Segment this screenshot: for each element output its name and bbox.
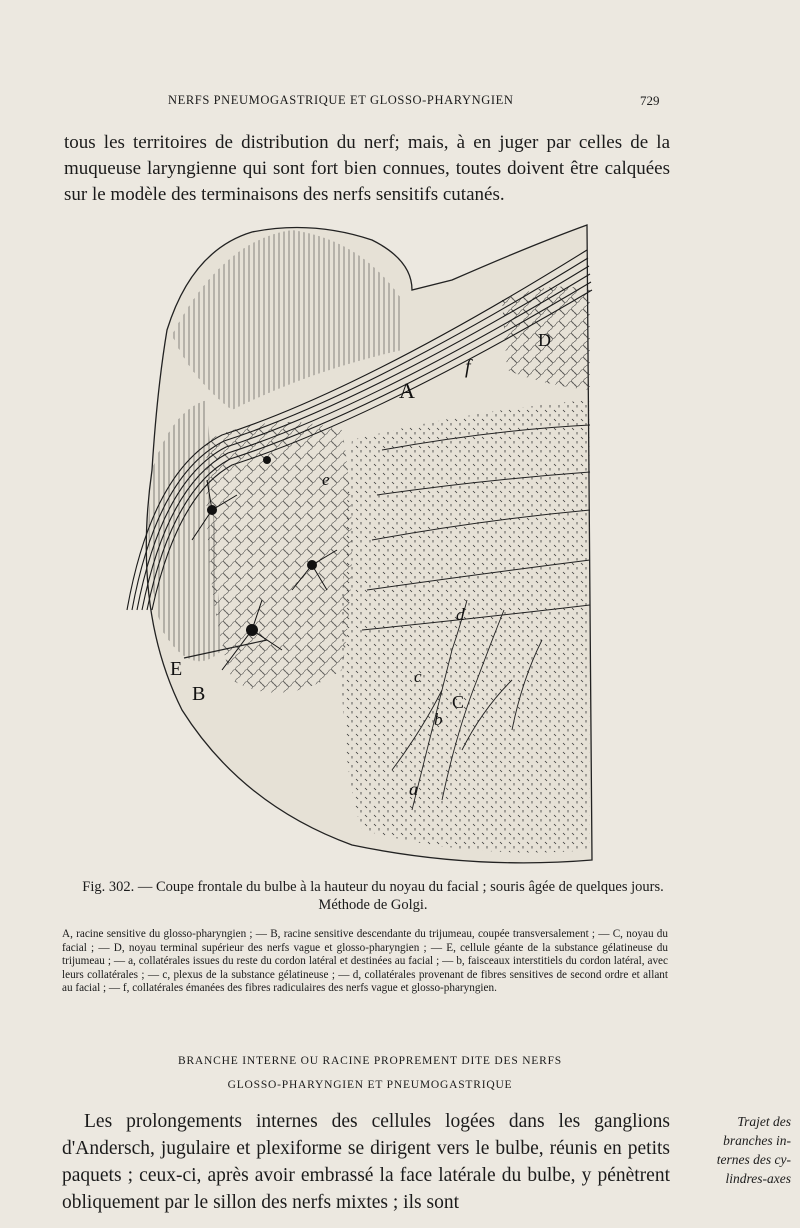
section-heading-line-1: BRANCHE INTERNE OU RACINE PROPREMENT DITE DES NERFS <box>177 1055 562 1067</box>
figure-caption: Fig. 302. — Coupe frontale du bulbe à la hauteur du noyau du facial ; souris âgée de quelques jours. Méthode de Golgi. <box>82 879 664 913</box>
figure-legend: A, racine sensitive du glosso-pharyngien ; — B, racine sensitive descendante du trijumeau, coupée transversalement ; — C, noyau du facial ; — D, noyau terminal supérieur des nerfs vague et glosso-pharyngien ; — E, cellule géante de la substance gélatineuse du trijumeau ; — a, collatérales issues du reste du cordon latéral et destinées au facial ; — b, faisceaux interstitiels du cordon latéral, avec leurs collatérales ; — c, plexus de la substance gélatineuse ; — d, collatérales provenant de fibres sensitives de second ordre et allant au facial ; — f, collatérales émanées des fibres radiculaires des nerfs vague et glosso-pharyngien. <box>62 928 668 995</box>
margin-note-line-2: branches in- <box>723 1133 791 1148</box>
label-E: E <box>170 658 183 680</box>
label-C: C <box>452 692 465 712</box>
label-a: a <box>409 779 418 799</box>
label-b: b <box>434 710 443 729</box>
figure-illustration <box>112 210 602 870</box>
intro-text: tous les territoires de distribution du nerf; mais, à en juger par celles de la muqueuse laryngienne qui sont fort bien connues, toutes doivent être calquées sur le modèle des terminaisons des nerfs sensitifs cutanés. <box>64 132 670 205</box>
section-heading-line-2: GLOSSO-PHARYNGIEN ET PNEUMOGASTRIQUE <box>227 1079 513 1091</box>
golgi-section-drawing <box>112 210 602 870</box>
body-text: Les prolongements internes des cellules logées dans les ganglions d'Andersch, jugulaire et plexiforme se dirigent vers le bulbe, réunis en petits paquets ; ceux-ci, après avoir embrassé la face latérale du bulbe, y pénètrent obliquement par le sillon des nerfs mixtes ; ils sont <box>62 1111 670 1213</box>
running-head: NERFS PNEUMOGASTRIQUE ET GLOSSO-PHARYNGIEN <box>168 93 514 107</box>
body-paragraph <box>62 1108 670 1216</box>
label-A: A <box>399 378 415 403</box>
margin-note-line-3: ternes des cy- <box>716 1152 791 1167</box>
section-heading <box>100 1049 640 1097</box>
gelatinous-substance <box>206 422 352 693</box>
page-number: 729 <box>640 93 660 108</box>
margin-note-line-1: Trajet des <box>737 1114 791 1129</box>
intro-paragraph <box>64 130 670 208</box>
label-d: d <box>456 605 465 624</box>
label-f: f <box>465 356 471 378</box>
label-D: D <box>538 330 551 350</box>
stippled-region <box>342 400 590 853</box>
margin-note <box>683 1112 791 1188</box>
label-e: e <box>322 470 330 489</box>
margin-note-line-4: lindres-axes <box>725 1171 791 1186</box>
label-B: B <box>192 683 206 705</box>
label-c: c <box>414 667 422 686</box>
